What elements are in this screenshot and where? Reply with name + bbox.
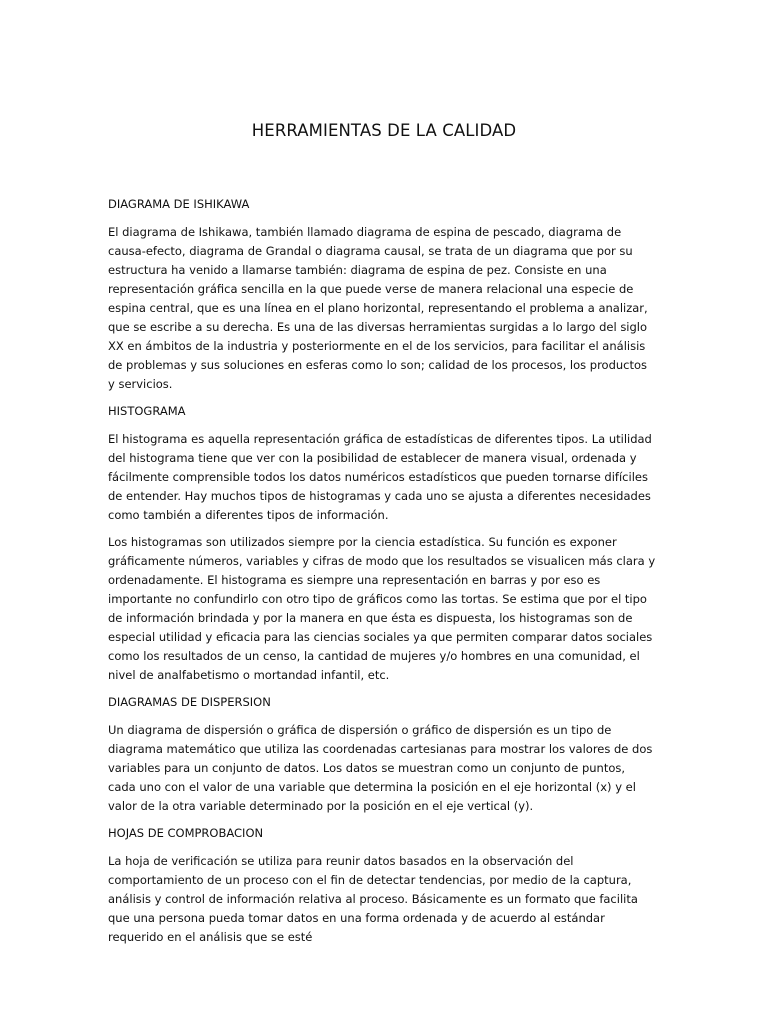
paragraph-dispersion: Un diagrama de dispersión o gráfica de dispersión o gráfico de dispersión es un tipo de diagrama matemático que utiliza las coordenadas cartesianas para mostrar los valores de dos variables para un conjunto de datos. Los datos se muestran como un conjunto de puntos, cada uno con el valor de una variable que determina la posición en el eje horizontal (x) y el valor de la otra variable determinado por la posición en el eje vertical (y). bbox=[108, 723, 653, 813]
section-heading-ishikawa: DIAGRAMA DE ISHIKAWA bbox=[108, 197, 250, 211]
section-heading-dispersion: DIAGRAMAS DE DISPERSION bbox=[108, 695, 271, 709]
section-heading-histograma: HISTOGRAMA bbox=[108, 404, 186, 418]
document-body bbox=[108, 195, 656, 955]
section-heading-hojas-comprobacion: HOJAS DE COMPROBACION bbox=[108, 826, 264, 840]
paragraph-hojas-comprobacion: La hoja de verificación se utiliza para reunir datos basados en la observación del comportamiento de un proceso con el fin de detectar tendencias, por medio de la captura, análisis y control de información relativa al proceso. Básicamente es un formato que facilita que una persona pueda tomar datos en una forma ordenada y de acuerdo al estándar requerido en el análisis que se esté bbox=[108, 854, 638, 944]
paragraph-ishikawa: El diagrama de Ishikawa, también llamado diagrama de espina de pescado, diagrama de causa-efecto, diagrama de Grandal o diagrama causal, se trata de un diagrama que por su estructura ha venido a llamarse también: diagrama de espina de pez. Consiste en una representación gráfica sencilla en la que puede verse de manera relacional una especie de espina central, que es una línea en el plano horizontal, representando el problema a analizar, que se escribe a su derecha. Es una de las diversas herramientas surgidas a lo largo del siglo XX en ámbitos de la industria y posteriormente en el de los servicios, para facilitar el análisis de problemas y sus soluciones en esferas como lo son; calidad de los procesos, los productos y servicios. bbox=[108, 225, 648, 391]
paragraph-histograma-2: Los histogramas son utilizados siempre por la ciencia estadística. Su función es exponer gráficamente números, variables y cifras de modo que los resultados se visualicen más clara y ordenadamente. El histograma es siempre una representación en barras y por eso es importante no confundirlo con otro tipo de gráficos como las tortas. Se estima que por el tipo de información brindada y por la manera en que ésta es dispuesta, los histogramas son de especial utilidad y eficacia para las ciencias sociales ya que permiten comparar datos sociales como los resultados de un censo, la cantidad de mujeres y/o hombres en una comunidad, el nivel de analfabetismo o mortandad infantil, etc. bbox=[108, 535, 656, 682]
paragraph-histograma-1: El histograma es aquella representación gráfica de estadísticas de diferentes tipos. La utilidad del histograma tiene que ver con la posibilidad de establecer de manera visual, ordenada y fácilmente comprensible todos los datos numéricos estadísticos que pueden tornarse difíciles de entender. Hay muchos tipos de histogramas y cada uno se ajusta a diferentes necesidades como también a diferentes tipos de información. bbox=[108, 432, 652, 522]
document-title: HERRAMIENTAS DE LA CALIDAD bbox=[251, 121, 517, 140]
